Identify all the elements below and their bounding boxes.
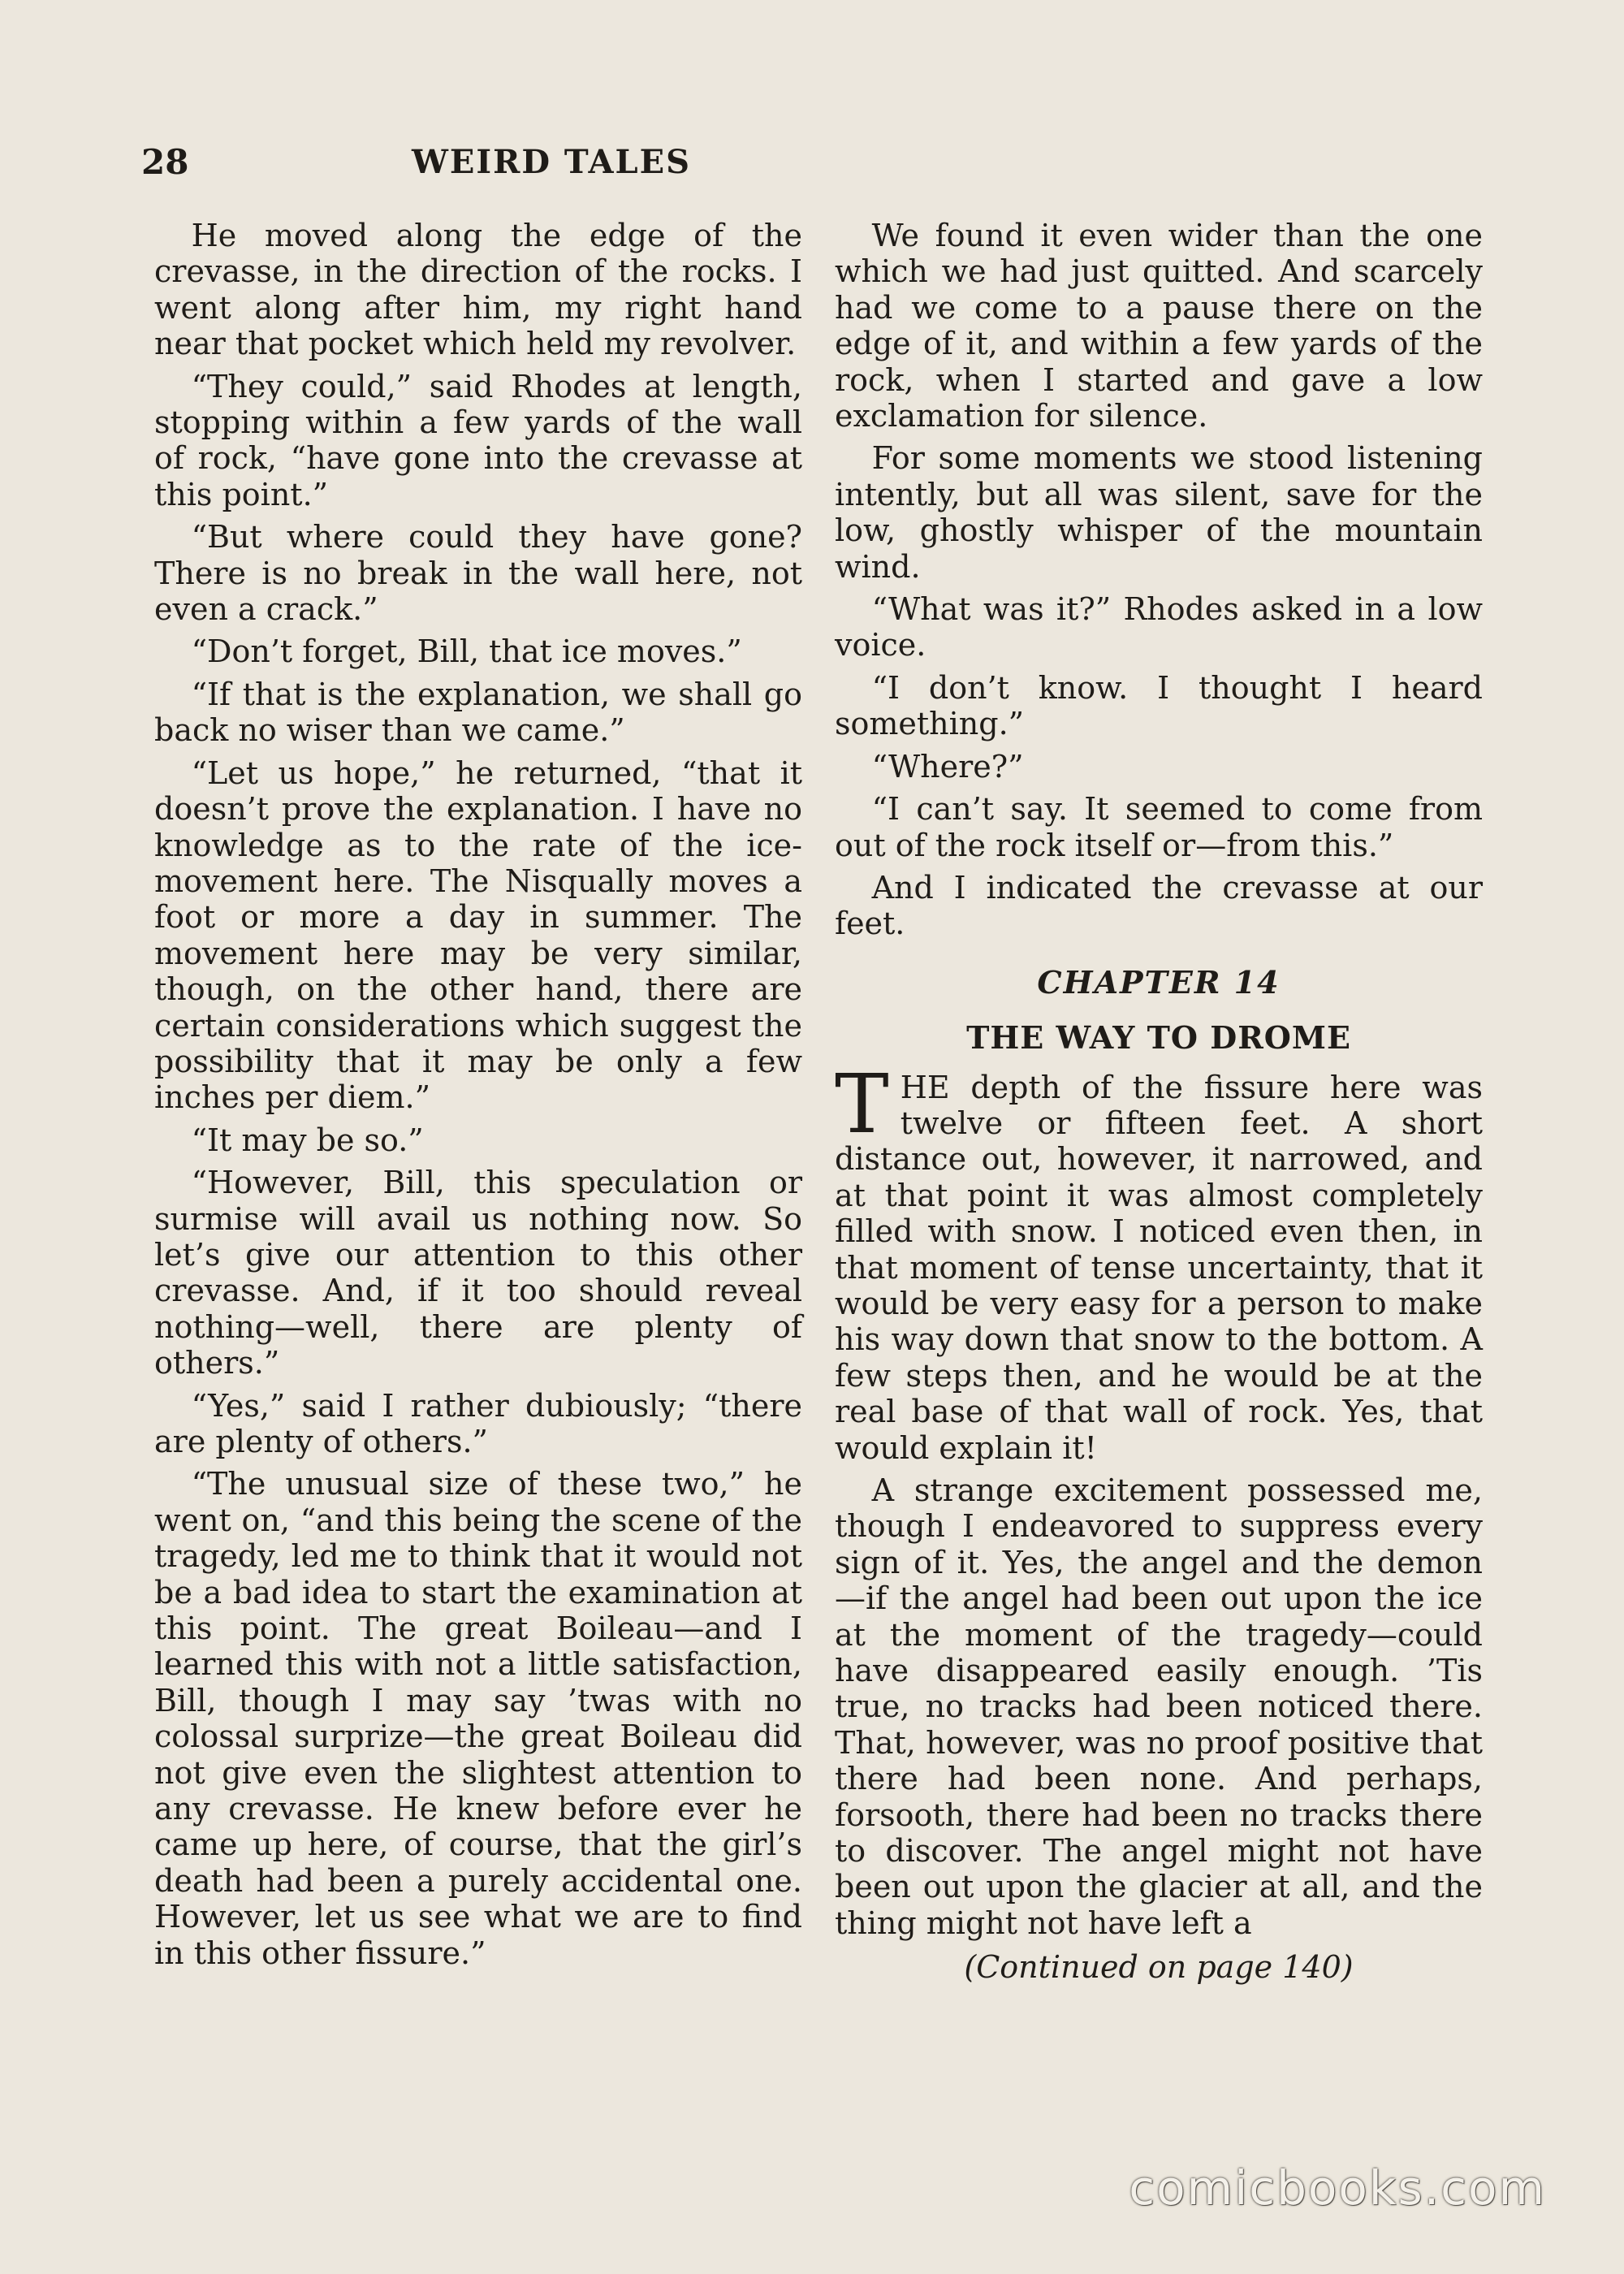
- paragraph-text: depth of the fissure here was twelve or fifteen feet. A short distance out, however, it narrowed, and at that point it was almost completely filled with snow. I noticed even then, in that moment of tense uncertainty, that it would be very easy for a person to make his way down that snow to the bottom. A few steps then, and he would be at the real base of that wall of rock. Yes, that would explain it!: [835, 1069, 1483, 1466]
- paragraph: For some moments we stood listening intently, but all was silent, save for the low, ghostly whisper of the mountain wind.: [835, 440, 1483, 585]
- paragraph: “I don’t know. I thought I heard something.”: [835, 669, 1483, 742]
- continued-note: (Continued on page 140): [964, 1949, 1354, 1986]
- paragraph: “However, Bill, this speculation or surmise will avail us nothing now. So let’s give our attention to this other crevasse. And, if it too should reveal nothing—well, there are plenty of others.”: [154, 1165, 802, 1381]
- watermark: comicbooks.com: [1129, 2160, 1546, 2216]
- page-header: [141, 138, 961, 187]
- paragraph: “It may be so.”: [191, 1122, 424, 1158]
- paragraph: A strange excitement possessed me, though I endeavored to suppress every sign of it. Yes, the angel and the demon—if the angel had been out upon the ice at the moment of the tragedy—could have disappeared easily enough. ’Tis true, no tracks had been noticed there. That, however, was no proof positive that there had been none. And perhaps, forsooth, there had been no tracks there to discover. The angel might not have been out upon the glacier at all, and the thing might not have left a: [835, 1472, 1483, 1941]
- drop-cap-continuation: HE: [900, 1069, 950, 1105]
- paragraph: “They could,” said Rhodes at length, stopping within a few yards of the wall of rock, “have gone into the crevasse at this point.”: [154, 368, 802, 512]
- paragraph: “But where could they have gone? There is no break in the wall here, not even a crack.”: [154, 519, 802, 628]
- left-column: [154, 218, 802, 1978]
- paragraph: “What was it?” Rhodes asked in a low voice.: [835, 591, 1483, 664]
- right-column: [835, 218, 1483, 1986]
- chapter-title: THE WAY TO DROME: [966, 1019, 1351, 1057]
- paragraph: “The unusual size of these two,” he went on, “and this being the scene of the tragedy, led me to think that it would not be a bad idea to start the examination at this point. The great Boileau—and I learned this with not a little satisfaction, Bill, though I may say ’twas with no colossal surprize—the great Boileau did not give even the slightest attention to any crevasse. He knew before ever he came up here, of course, that the girl’s death had been a purely accidental one. However, let us see what we are to find in this other fissure.”: [154, 1466, 802, 1971]
- magazine-title: WEIRD TALES: [411, 143, 692, 181]
- paragraph: “I can’t say. It seemed to come from out of the rock itself or—from this.”: [835, 791, 1483, 863]
- paragraph: And I indicated the crevasse at our feet.: [835, 869, 1483, 942]
- paragraph: “Let us hope,” he returned, “that it doesn’t prove the explanation. I have no knowledge as to the rate of the ice-movement here. The Nisqually moves a foot or more a day in summer. The movement here may be very similar, though, on the other hand, there are certain considerations which suggest the possibility that it may be only a few inches per diem.”: [154, 754, 802, 1116]
- paragraph: “Yes,” said I rather dubiously; “there are plenty of others.”: [154, 1387, 802, 1459]
- paragraph: He moved along the edge of the crevasse, in the direction of the rocks. I went along after him, my right hand near that pocket which held my revolver.: [154, 218, 802, 362]
- paragraph: “If that is the explanation, we shall go back no wiser than we came.”: [154, 676, 802, 749]
- drop-cap: T: [835, 1056, 889, 1152]
- paragraph: “Don’t forget, Bill, that ice moves.”: [191, 633, 742, 670]
- chapter-label: CHAPTER 14: [1037, 963, 1281, 1001]
- paragraph: “Where?”: [871, 748, 1024, 785]
- page-number: 28: [141, 142, 189, 182]
- chapter-opening-paragraph: [835, 1056, 1483, 1466]
- paragraph: We found it even wider than the one which we had just quitted. And scarcely had we come to a pause there on the edge of it, and within a few yards of the rock, when I started and gave a low exclamation for silence.: [835, 218, 1483, 434]
